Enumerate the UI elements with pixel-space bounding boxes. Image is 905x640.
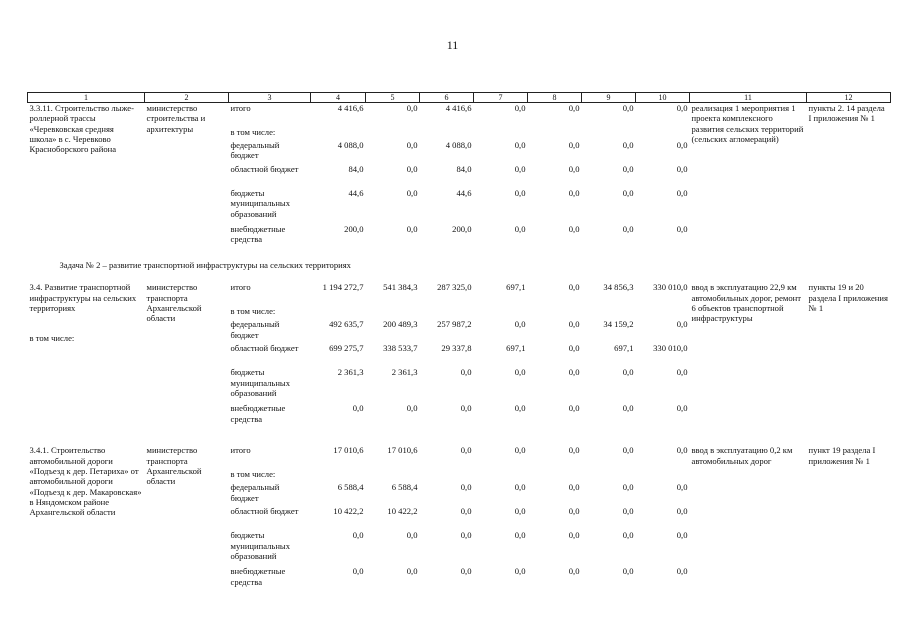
amount-cell: 0,0 — [406, 103, 418, 113]
amount-cell — [582, 306, 636, 319]
table-row — [28, 445, 891, 469]
amount-cell: 0,0 — [622, 140, 634, 150]
amount-cell — [474, 306, 528, 319]
funding-source: областной бюджет — [230, 343, 299, 354]
amount-cell: 10 422,2 — [333, 506, 364, 517]
amount-cell: 0,0 — [514, 103, 526, 113]
amount-cell: 0,0 — [514, 506, 526, 517]
amount-cell: 0,0 — [514, 530, 526, 541]
spacer — [28, 427, 891, 445]
funding-source: федеральный бюджет — [230, 140, 280, 161]
amount-cell: 0,0 — [514, 224, 526, 234]
funding-source: итого — [230, 282, 251, 293]
amount-cell: 492 635,7 — [329, 319, 364, 330]
amount-cell: 0,0 — [514, 188, 526, 198]
expected-result: ввод в эксплуатацию 22,9 км автомобильных дорог, ремонт 6 объектов транспортной инфраструктуры — [691, 282, 801, 324]
amount-cell — [474, 127, 528, 140]
amount-cell: 0,0 — [622, 506, 634, 517]
amount-cell: 4 088,0 — [337, 140, 364, 150]
amount-cell — [311, 306, 366, 319]
amount-cell: 0,0 — [352, 530, 364, 541]
amount-cell — [311, 469, 366, 482]
amount-cell: 0,0 — [568, 367, 580, 378]
executor: министерство строительства и архитектуры — [146, 103, 206, 134]
amount-cell: 338 533,7 — [383, 343, 418, 354]
funding-source: внебюджетные средства — [230, 224, 286, 245]
funding-source: областной бюджет — [230, 164, 299, 174]
amount-cell: 287 325,0 — [437, 282, 472, 293]
amount-cell: 200,0 — [344, 224, 364, 234]
amount-cell: 0,0 — [460, 530, 472, 541]
funding-source: бюджеты муниципальных образований — [230, 188, 290, 219]
amount-cell: 29 337,8 — [441, 343, 472, 354]
column-number: 12 — [807, 93, 891, 103]
amount-cell: 0,0 — [568, 282, 580, 293]
amount-cell: 0,0 — [622, 367, 634, 378]
measure-title: 3.3.11. Строительство лыже-роллерной трассы «Черевковская средняя школа» в с. Черевково Красноборского района — [29, 103, 134, 155]
amount-cell: 17 010,6 — [387, 445, 418, 456]
table-row — [28, 282, 891, 306]
references: пункт 19 раздела I приложения № 1 — [808, 445, 876, 466]
amount-cell: 0,0 — [568, 506, 580, 517]
amount-cell: 0,0 — [568, 482, 580, 493]
amount-cell — [420, 306, 474, 319]
references: пункты 19 и 20 раздела I приложения № 1 — [808, 282, 888, 313]
amount-cell: 0,0 — [460, 482, 472, 493]
amount-cell: 0,0 — [406, 164, 418, 174]
amount-cell: 0,0 — [676, 140, 688, 150]
funding-source: итого — [230, 445, 251, 456]
amount-cell: 17 010,6 — [333, 445, 364, 456]
amount-cell: 0,0 — [460, 367, 472, 378]
amount-cell: 0,0 — [514, 140, 526, 150]
amount-cell: 0,0 — [568, 319, 580, 330]
amount-cell: 330 010,0 — [653, 282, 688, 293]
table-row — [28, 103, 891, 128]
funding-source: внебюджетные средства — [230, 566, 286, 587]
amount-cell: 0,0 — [676, 224, 688, 234]
amount-cell: 0,0 — [568, 140, 580, 150]
amount-cell: 0,0 — [676, 506, 688, 517]
funding-source: в том числе: — [230, 306, 276, 317]
amount-cell: 0,0 — [676, 319, 688, 330]
amount-cell: 0,0 — [622, 164, 634, 174]
amount-cell: 4 416,6 — [337, 103, 364, 113]
executor: министерство транспорта Архангельской области — [146, 445, 202, 487]
amount-cell: 0,0 — [514, 445, 526, 456]
amount-cell — [636, 127, 690, 140]
expected-result: ввод в эксплуатацию 0,2 км автомобильных дорог — [691, 445, 793, 466]
program-table — [27, 92, 891, 590]
amount-cell: 0,0 — [622, 188, 634, 198]
amount-cell: 2 361,3 — [391, 367, 418, 378]
amount-cell: 0,0 — [568, 224, 580, 234]
funding-source: областной бюджет — [230, 506, 299, 517]
amount-cell: 0,0 — [406, 140, 418, 150]
amount-cell: 44,6 — [456, 188, 472, 198]
measure-title: 3.4.1. Строительство автомобильной дороги «Подъезд к дер. Петариха» от автомобильной дороги «Подъезд к дер. Макаровская» в Няндомском районе Архангельской области — [29, 445, 142, 518]
amount-cell: 34 856,3 — [603, 282, 634, 293]
amount-cell — [474, 469, 528, 482]
amount-cell: 0,0 — [514, 482, 526, 493]
measure-title: 3.4. Развитие транспортной инфраструктуры на сельских территориях — [29, 282, 137, 313]
amount-cell: 257 987,2 — [437, 319, 472, 330]
funding-source: федеральный бюджет — [230, 319, 280, 340]
amount-cell: 0,0 — [406, 224, 418, 234]
amount-cell: 0,0 — [514, 319, 526, 330]
page-number: 11 — [446, 38, 459, 52]
amount-cell: 0,0 — [460, 506, 472, 517]
amount-cell: 0,0 — [676, 188, 688, 198]
funding-source: бюджеты муниципальных образований — [230, 367, 290, 398]
header-row — [28, 93, 891, 103]
amount-cell: 0,0 — [460, 566, 472, 577]
amount-cell: 0,0 — [406, 188, 418, 198]
amount-cell: 1 194 272,7 — [322, 282, 364, 293]
amount-cell: 6 588,4 — [391, 482, 418, 493]
column-number: 3 — [229, 93, 311, 103]
amount-cell: 0,0 — [622, 482, 634, 493]
amount-cell: 4 416,6 — [445, 103, 472, 113]
task-row — [28, 248, 891, 282]
funding-source: внебюджетные средства — [230, 403, 286, 424]
amount-cell: 0,0 — [514, 403, 526, 414]
amount-cell: 0,0 — [622, 403, 634, 414]
column-number: 9 — [582, 93, 636, 103]
measure-note: в том числе: — [29, 333, 75, 344]
amount-cell: 0,0 — [514, 164, 526, 174]
amount-cell: 0,0 — [568, 188, 580, 198]
amount-cell: 0,0 — [406, 403, 418, 414]
amount-cell: 0,0 — [676, 403, 688, 414]
amount-cell: 541 384,3 — [383, 282, 418, 293]
amount-cell: 0,0 — [514, 566, 526, 577]
column-number: 7 — [474, 93, 528, 103]
amount-cell: 0,0 — [352, 403, 364, 414]
amount-cell: 0,0 — [676, 566, 688, 577]
amount-cell — [528, 306, 582, 319]
amount-cell: 0,0 — [622, 445, 634, 456]
amount-cell: 697,1 — [506, 282, 526, 293]
amount-cell — [366, 127, 420, 140]
amount-cell — [582, 127, 636, 140]
amount-cell: 10 422,2 — [387, 506, 418, 517]
spacer-row — [28, 427, 891, 445]
amount-cell — [636, 469, 690, 482]
amount-cell: 84,0 — [348, 164, 364, 174]
amount-cell: 200 489,3 — [383, 319, 418, 330]
amount-cell — [366, 469, 420, 482]
amount-cell: 0,0 — [568, 343, 580, 354]
amount-cell: 0,0 — [460, 403, 472, 414]
amount-cell — [366, 306, 420, 319]
amount-cell: 697,1 — [614, 343, 634, 354]
amount-cell: 0,0 — [676, 530, 688, 541]
amount-cell: 4 088,0 — [445, 140, 472, 150]
amount-cell — [528, 127, 582, 140]
amount-cell: 0,0 — [406, 566, 418, 577]
column-number: 5 — [366, 93, 420, 103]
amount-cell — [420, 469, 474, 482]
measure-name — [28, 282, 145, 427]
column-number: 10 — [636, 93, 690, 103]
amount-cell: 0,0 — [676, 103, 688, 113]
amount-cell: 0,0 — [622, 103, 634, 113]
amount-cell: 0,0 — [622, 530, 634, 541]
expected-result: реализация 1 мероприятия 1 проекта комплексного развития сельских территорий (сельских агломераций) — [691, 103, 804, 144]
amount-cell: 0,0 — [676, 445, 688, 456]
amount-cell: 84,0 — [456, 164, 472, 174]
amount-cell: 697,1 — [506, 343, 526, 354]
amount-cell: 2 361,3 — [337, 367, 364, 378]
executor: министерство транспорта Архангельской области — [146, 282, 202, 324]
column-number: 2 — [145, 93, 229, 103]
funding-source: итого — [230, 103, 251, 113]
amount-cell: 0,0 — [622, 566, 634, 577]
measure-name — [28, 445, 145, 590]
funding-source: бюджеты муниципальных образований — [230, 530, 290, 561]
column-number: 8 — [528, 93, 582, 103]
amount-cell: 0,0 — [676, 164, 688, 174]
amount-cell: 0,0 — [568, 403, 580, 414]
column-number: 6 — [420, 93, 474, 103]
amount-cell: 699 275,7 — [329, 343, 364, 354]
amount-cell: 0,0 — [514, 367, 526, 378]
amount-cell — [636, 306, 690, 319]
amount-cell: 330 010,0 — [653, 343, 688, 354]
column-number: 4 — [311, 93, 366, 103]
amount-cell — [582, 469, 636, 482]
amount-cell: 0,0 — [352, 566, 364, 577]
amount-cell: 34 159,2 — [603, 319, 634, 330]
amount-cell: 0,0 — [568, 530, 580, 541]
task-heading: Задача № 2 – развитие транспортной инфраструктуры на сельских территориях — [59, 260, 351, 270]
amount-cell: 0,0 — [676, 482, 688, 493]
measure-name — [28, 103, 145, 249]
references: пункты 2. 14 раздела I приложения № 1 — [808, 103, 885, 124]
funding-source: федеральный бюджет — [230, 482, 280, 503]
amount-cell: 6 588,4 — [337, 482, 364, 493]
amount-cell — [528, 469, 582, 482]
amount-cell: 0,0 — [568, 566, 580, 577]
amount-cell: 0,0 — [568, 164, 580, 174]
amount-cell: 0,0 — [568, 445, 580, 456]
amount-cell: 0,0 — [622, 224, 634, 234]
amount-cell: 0,0 — [406, 530, 418, 541]
funding-source: в том числе: — [230, 127, 276, 137]
amount-cell: 0,0 — [460, 445, 472, 456]
amount-cell: 200,0 — [452, 224, 472, 234]
amount-cell — [420, 127, 474, 140]
column-number: 1 — [28, 93, 145, 103]
funding-source: в том числе: — [230, 469, 276, 480]
column-number: 11 — [690, 93, 807, 103]
amount-cell: 44,6 — [348, 188, 364, 198]
amount-cell: 0,0 — [676, 367, 688, 378]
amount-cell: 0,0 — [568, 103, 580, 113]
amount-cell — [311, 127, 366, 140]
